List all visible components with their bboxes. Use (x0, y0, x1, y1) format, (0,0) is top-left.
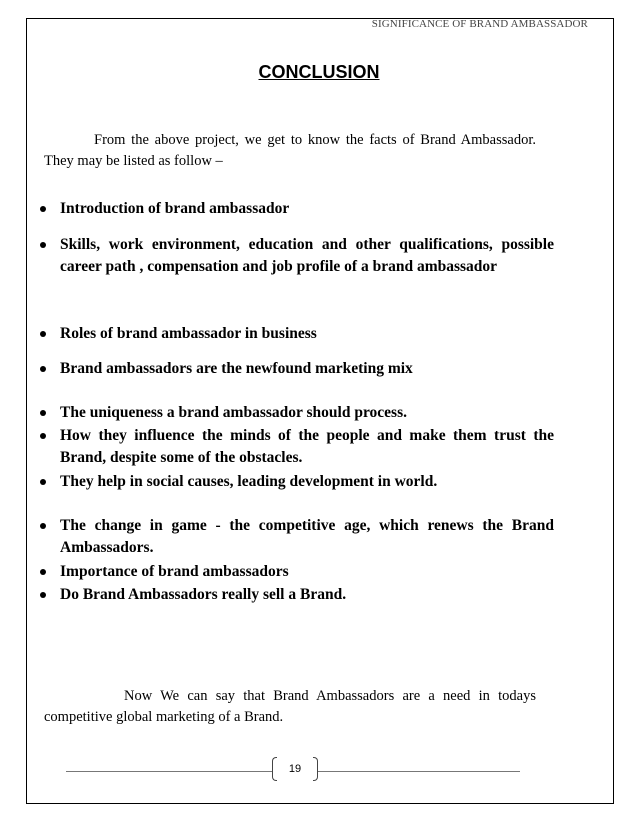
page-title: CONCLUSION (258, 62, 380, 82)
list-item: How they influence the minds of the people and make them trust the Brand, despite some of the obstacles. (60, 425, 554, 468)
bullet-icon (40, 331, 46, 337)
list-item: Importance of brand ambassadors (60, 561, 554, 583)
bullet-icon (40, 410, 46, 416)
bullet-icon (40, 242, 46, 248)
intro-text: From the above project, we get to know the facts of Brand Ambassador. They may be listed as follow – (44, 132, 536, 169)
closing-text: Now We can say that Brand Ambassadors are a need in todays competitive global marketing of a Brand. (44, 688, 536, 725)
list-item: Brand ambassadors are the newfound marketing mix (60, 358, 554, 380)
footer-rule-right (318, 771, 520, 772)
list-item: They help in social causes, leading development in world. (60, 471, 554, 493)
list-item: The uniqueness a brand ambassador should process. (60, 402, 554, 424)
list-item: Skills, work environment, education and other qualifications, possible career path , compensation and job profile of a brand ambassador (60, 234, 554, 277)
footer-rule-left (66, 771, 272, 772)
bullet-icon (40, 523, 46, 529)
list-item: Roles of brand ambassador in business (60, 323, 554, 345)
bullet-icon (40, 569, 46, 575)
intro-paragraph (44, 130, 536, 172)
bullet-icon (40, 479, 46, 485)
page-number: 19 (288, 763, 302, 775)
list-item: Do Brand Ambassadors really sell a Brand. (60, 584, 554, 606)
bullet-icon (40, 366, 46, 372)
running-header: SIGNIFICANCE OF BRAND AMBASSADOR (371, 18, 588, 30)
bullet-icon (40, 433, 46, 439)
list-item: Introduction of brand ambassador (60, 198, 554, 220)
bullet-icon (40, 206, 46, 212)
closing-paragraph (44, 686, 536, 728)
list-item: The change in game - the competitive age, which renews the Brand Ambassadors. (60, 515, 554, 558)
bullet-icon (40, 592, 46, 598)
